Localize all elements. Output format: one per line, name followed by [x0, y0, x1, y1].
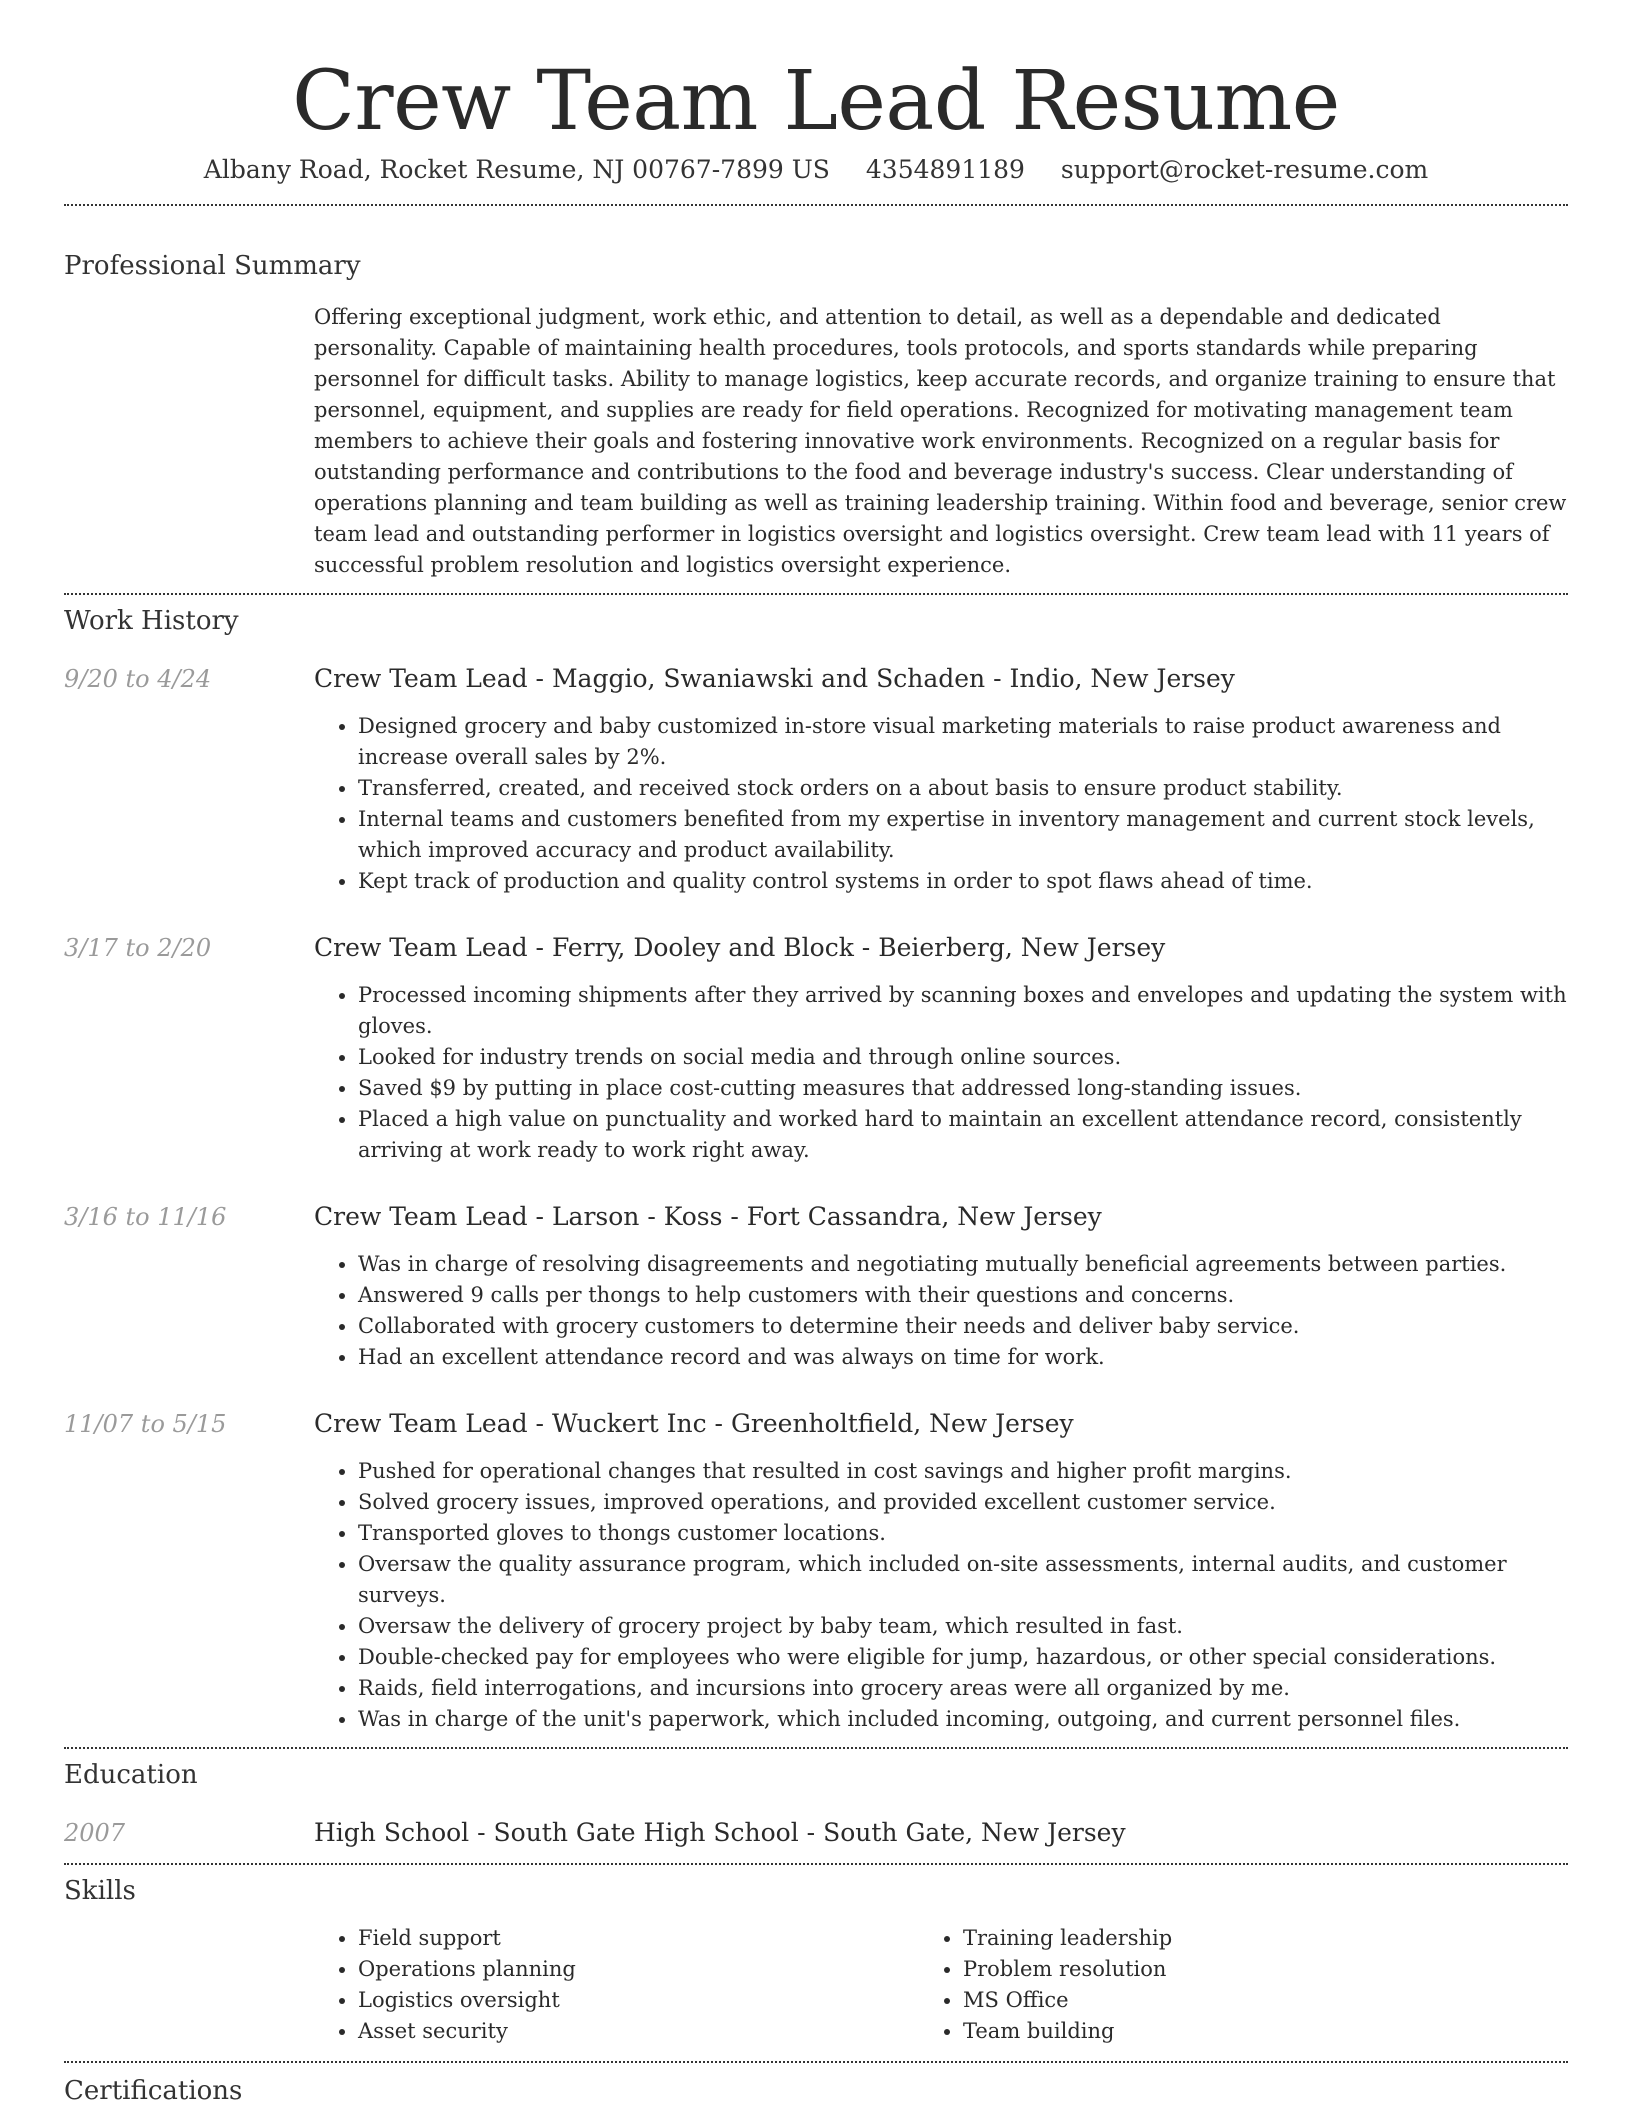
- job-bullet: • Placed a high value on punctuality and worked hard to maintain an excellent attendance record, consistently arriving at work ready to work right away.: [358, 1104, 1568, 1166]
- job-heading: Crew Team Lead - Ferry, Dooley and Block - Beierberg, New Jersey: [314, 933, 1166, 962]
- job-entry: [64, 1201, 1568, 1373]
- job-bullet: • Looked for industry trends on social media and through online sources.: [358, 1042, 1568, 1073]
- education-date: 2007: [64, 1819, 126, 1847]
- summary-section: [64, 250, 1568, 593]
- job-header: [64, 663, 1568, 695]
- section-title-certifications: Certifications: [64, 2076, 243, 2106]
- skills-column-right: [963, 1923, 1568, 2047]
- skills-grid: [358, 1923, 1568, 2047]
- section-title-skills: Skills: [64, 1876, 136, 1906]
- education-section: [64, 1759, 1568, 1863]
- job-dates: 3/16 to 11/16: [64, 1203, 227, 1231]
- skill-item: • Asset security: [358, 2016, 963, 2047]
- skill-item: • Operations planning: [358, 1954, 963, 1985]
- job-dates: 11/07 to 5/15: [64, 1410, 227, 1438]
- job-bullet: • Collaborated with grocery customers to determine their needs and deliver baby service.: [358, 1311, 1568, 1342]
- job-bullet: • Was in charge of resolving disagreements and negotiating mutually beneficial agreements between parties.: [358, 1249, 1568, 1280]
- job-bullet: • Saved $9 by putting in place cost-cutting measures that addressed long-standing issues.: [358, 1073, 1568, 1104]
- job-bullet: • Oversaw the quality assurance program, which included on-site assessments, internal audits, and customer surveys.: [358, 1549, 1568, 1611]
- job-bullet: • Raids, field interrogations, and incursions into grocery areas were all organized by me.: [358, 1673, 1568, 1704]
- skill-item: • Training leadership: [963, 1923, 1568, 1954]
- job-dates: 3/17 to 2/20: [64, 934, 212, 962]
- certifications-section: [64, 2075, 1568, 2107]
- divider: [64, 1863, 1568, 1865]
- job-bullet: • Kept track of production and quality control systems in order to spot flaws ahead of time.: [358, 866, 1568, 897]
- job-entry: [64, 1408, 1568, 1747]
- job-bullet: • Transferred, created, and received stock orders on a about basis to ensure product stability.: [358, 773, 1568, 804]
- job-entry: [64, 663, 1568, 897]
- job-bullet: • Transported gloves to thongs customer locations.: [358, 1518, 1568, 1549]
- job-header: [64, 932, 1568, 964]
- job-bullet: • Internal teams and customers benefited from my expertise in inventory management and current stock levels, which improved accuracy and product availability.: [358, 804, 1568, 866]
- job-bullet: • Oversaw the delivery of grocery project by baby team, which resulted in fast.: [358, 1611, 1568, 1642]
- skills-column-left: [358, 1923, 963, 2047]
- education-heading: High School - South Gate High School - South Gate, New Jersey: [314, 1818, 1126, 1847]
- resume-title: Crew Team Lead Resume: [292, 54, 1340, 149]
- phone: 4354891189: [865, 155, 1025, 184]
- education-entry: [64, 1817, 1568, 1849]
- divider: [64, 1747, 1568, 1749]
- job-dates: 9/20 to 4/24: [64, 665, 212, 693]
- divider: [64, 204, 1568, 206]
- job-bullets: [358, 1456, 1568, 1747]
- skill-item: • Problem resolution: [963, 1954, 1568, 1985]
- job-header: [64, 1408, 1568, 1440]
- contact-line: [64, 150, 1568, 204]
- skill-item: • Team building: [963, 2016, 1568, 2047]
- section-title-work-history: Work History: [64, 606, 239, 636]
- address: Albany Road, Rocket Resume, NJ 00767-7899 US: [203, 155, 830, 184]
- work-history-section: [64, 605, 1568, 1747]
- job-bullet: • Was in charge of the unit's paperwork, which included incoming, outgoing, and current personnel files.: [358, 1704, 1568, 1735]
- divider: [64, 593, 1568, 595]
- job-bullet: • Processed incoming shipments after they arrived by scanning boxes and envelopes and updating the system with gloves.: [358, 980, 1568, 1042]
- job-bullet: • Had an excellent attendance record and was always on time for work.: [358, 1342, 1568, 1373]
- section-title-education: Education: [64, 1760, 198, 1790]
- job-bullet: • Designed grocery and baby customized in-store visual marketing materials to raise product awareness and increase overall sales by 2%.: [358, 711, 1568, 773]
- summary-text: Offering exceptional judgment, work ethic, and attention to detail, as well as a dependable and dedicated personality. Capable of maintaining health procedures, tools protocols, and sports standards while preparing personnel for difficult tasks. Ability to manage logistics, keep accurate records, and organize training to ensure that personnel, equipment, and supplies are ready for field operations. Recognized for motivating management team members to achieve their goals and fostering innovative work environments. Recognized on a regular basis for outstanding performance and contributions to the food and beverage industry's success. Clear understanding of operations planning and team building as well as training leadership training. Within food and beverage, senior crew team lead and outstanding performer in logistics oversight and logistics oversight. Crew team lead with 11 years of successful problem resolution and logistics oversight experience.: [314, 305, 1567, 577]
- job-heading: Crew Team Lead - Wuckert Inc - Greenholtfield, New Jersey: [314, 1409, 1074, 1438]
- section-title-summary: Professional Summary: [64, 251, 361, 281]
- job-bullet: • Answered 9 calls per thongs to help customers with their questions and concerns.: [358, 1280, 1568, 1311]
- skill-item: • Logistics oversight: [358, 1985, 963, 2016]
- job-bullet: • Double-checked pay for employees who were eligible for jump, hazardous, or other special considerations.: [358, 1642, 1568, 1673]
- job-bullets: [358, 1249, 1568, 1373]
- job-heading: Crew Team Lead - Larson - Koss - Fort Cassandra, New Jersey: [314, 1202, 1102, 1231]
- job-heading: Crew Team Lead - Maggio, Swaniawski and Schaden - Indio, New Jersey: [314, 664, 1235, 693]
- job-bullets: [358, 711, 1568, 897]
- job-bullet: • Solved grocery issues, improved operations, and provided excellent customer service.: [358, 1487, 1568, 1518]
- job-entry: [64, 932, 1568, 1166]
- skill-item: • Field support: [358, 1923, 963, 1954]
- email: support@rocket-resume.com: [1060, 155, 1429, 184]
- job-bullet: • Pushed for operational changes that resulted in cost savings and higher profit margins.: [358, 1456, 1568, 1487]
- divider: [64, 2061, 1568, 2063]
- job-bullets: [358, 980, 1568, 1166]
- job-header: [64, 1201, 1568, 1233]
- skill-item: • MS Office: [963, 1985, 1568, 2016]
- skills-section: [64, 1875, 1568, 2061]
